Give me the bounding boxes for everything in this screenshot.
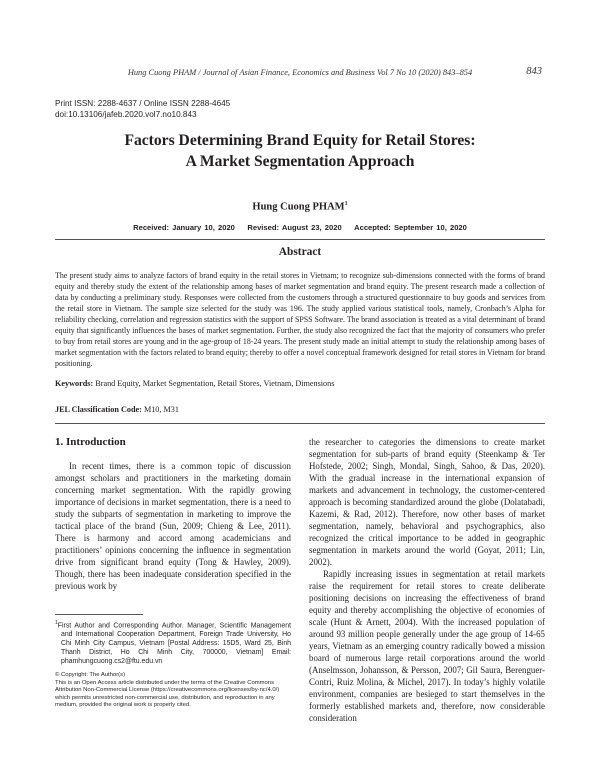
abstract-divider xyxy=(55,423,545,424)
author-affiliation-mark: 1 xyxy=(344,201,348,207)
author-footnote xyxy=(55,619,291,666)
intro-paragraph-1-continued: the researcher to categories the dimensions to create market segmentation for sub-parts of brand equity (Steenkamp & Ter Hofstede, 2002; Singh, Mondal, Singh, Sahoo, & Das, 2020). With the gradual increase in the international expansion of markets and advancement in technology, the customer-centered approach is becoming standardized around the globe (Dolatabadi, Kazemi, & Rad, 2012). Therefore, now other bases of market segmentation, namely, behavioral and psychographics, also recognized the critical importance to be added in geographic segmentation in markets around the world (Goyat, 2011; Lin, 2002). xyxy=(309,437,545,567)
footnote-text: First Author and Corresponding Author. Manager, Scientific Management and International Cooperation Department, Foreign Trade University, Ho Chi Minh City Campus, Vietnam [Postal Address: 15D5, Ward 25, Binh Thanh District, Ho Chi Minh City, 700000, Vietnam] Email: phamhungcuong.cs2@ftu.edu.vn xyxy=(57,622,291,666)
page-number: 843 xyxy=(526,66,542,77)
author-name: Hung Cuong PHAM xyxy=(252,201,345,213)
footnote-divider xyxy=(55,614,143,615)
submission-dates xyxy=(0,223,600,232)
running-head: Hung Cuong PHAM / Journal of Asian Finance, Economics and Business Vol 7 No 10 (2020) 843–854 xyxy=(127,68,473,77)
paper-title xyxy=(0,130,600,172)
jel-label: JEL Classification Code: xyxy=(55,405,142,414)
received-date: Received: January 10, 2020 xyxy=(133,223,235,232)
doi-line[interactable]: doi:10.13106/jafeb.2020.vol7.no10.843 xyxy=(55,110,197,119)
jel-classification xyxy=(55,404,545,415)
footnote-mark: 1 xyxy=(55,620,58,626)
issn-block xyxy=(55,98,230,120)
left-column xyxy=(55,460,291,592)
issn-line: Print ISSN: 2288-4637 / Online ISSN 2288-4645 xyxy=(55,99,231,108)
intro-paragraph-1: In recent times, there is a common topic of discussion amongst scholars and practitioners in the marketing domain concerning market segmentation. With the rapidly growing importance of decisions in market segmentation, there is a need to study the subparts of segmentation in marketing to improve the tactical place of the brand (Sun, 2009; Chieng & Lee, 2011). There is harmony and accord among academicians and practitioners’ opinions concerning the influence in segmentation drive from significant brand equity (Tong & Hawley, 2009). Though, there has been inadequate consideration specified in the previous work by xyxy=(55,461,291,591)
right-column xyxy=(309,436,545,724)
keywords xyxy=(55,378,545,389)
license-text: This is an Open Access article distributed under the terms of the Creative Commons Attribution Non-Commercial License (https://creativecommons.org/licenses/by-nc/4.0/) which permits unrestricted non-commercial use, distribution, and reproduction in any medium, provided the original work is properly cited. xyxy=(55,679,280,708)
header-divider xyxy=(55,239,545,240)
copyright-line: © Copyright: The Author(s) xyxy=(55,672,126,678)
author xyxy=(0,201,600,213)
title-line-2: A Market Segmentation Approach xyxy=(185,153,415,170)
revised-date: Revised: August 23, 2020 xyxy=(247,223,342,232)
abstract-text: The present study aims to analyze factors of brand equity in the retail stores in Vietnam; to recognize sub-dimensions connected with the forms of brand equity and thereby study the extent of the relationship among bases of market segmentation and brand equity. The present research made a collection of data by conducting a preliminary study. Responses were collected from the customers through a structured questionnaire to buy goods and services from the retail store in Vietnam. The sample size selected for the study was 196. The study applied various statistical tools, namely, Cronbach’s Alpha for reliability checking, correlation and regression statistics with the support of SPSS Software. The brand association is treated as a vital determinant of brand equity that significantly influences the bases of market segmentation. Further, the study also recognized the fact that the majority of consumers who prefer to buy from retail stores are young and in the age-group of 18-24 years. The present study made an initial attempt to study the relationship among bases of market segmentation with the factors related to brand equity; thereby to offer a novel conceptual framework designed for retail stores in Vietnam for brand positioning. xyxy=(55,271,545,368)
abstract-heading: Abstract xyxy=(278,246,322,258)
section-heading-introduction: 1. Introduction xyxy=(55,436,126,448)
title-line-1: Factors Determining Brand Equity for Retail Stores: xyxy=(124,132,476,149)
copyright-notice xyxy=(55,672,291,710)
keywords-label: Keywords: xyxy=(55,379,94,388)
jel-codes: M10, M31 xyxy=(143,405,179,414)
keywords-text: Brand Equity, Market Segmentation, Retail Stores, Vietnam, Dimensions xyxy=(95,379,335,388)
accepted-date: Accepted: September 10, 2020 xyxy=(354,223,467,232)
intro-paragraph-2: Rapidly increasing issues in segmentation at retail markets raise the requirement for retail stores to create deliberate positioning decisions on increasing the effectiveness of brand equity and thereby accomplishing the objective of economies of scale (Hunt & Arnett, 2004). With the increased population of around 93 million people generally under the age group of 14-65 years, Vietnam as an emerging country radically bowed a mission board of numerous large retail corporations around the world (Anselmsson, Johansson, & Persson, 2007; Gil Saura, Berenguer-Contri, Ruiz Molina, & Michel, 2017). In today’s highly volatile environment, companies are besieged to start themselves in the formerly established markets and, therefore, now considerable consideration xyxy=(309,569,545,723)
